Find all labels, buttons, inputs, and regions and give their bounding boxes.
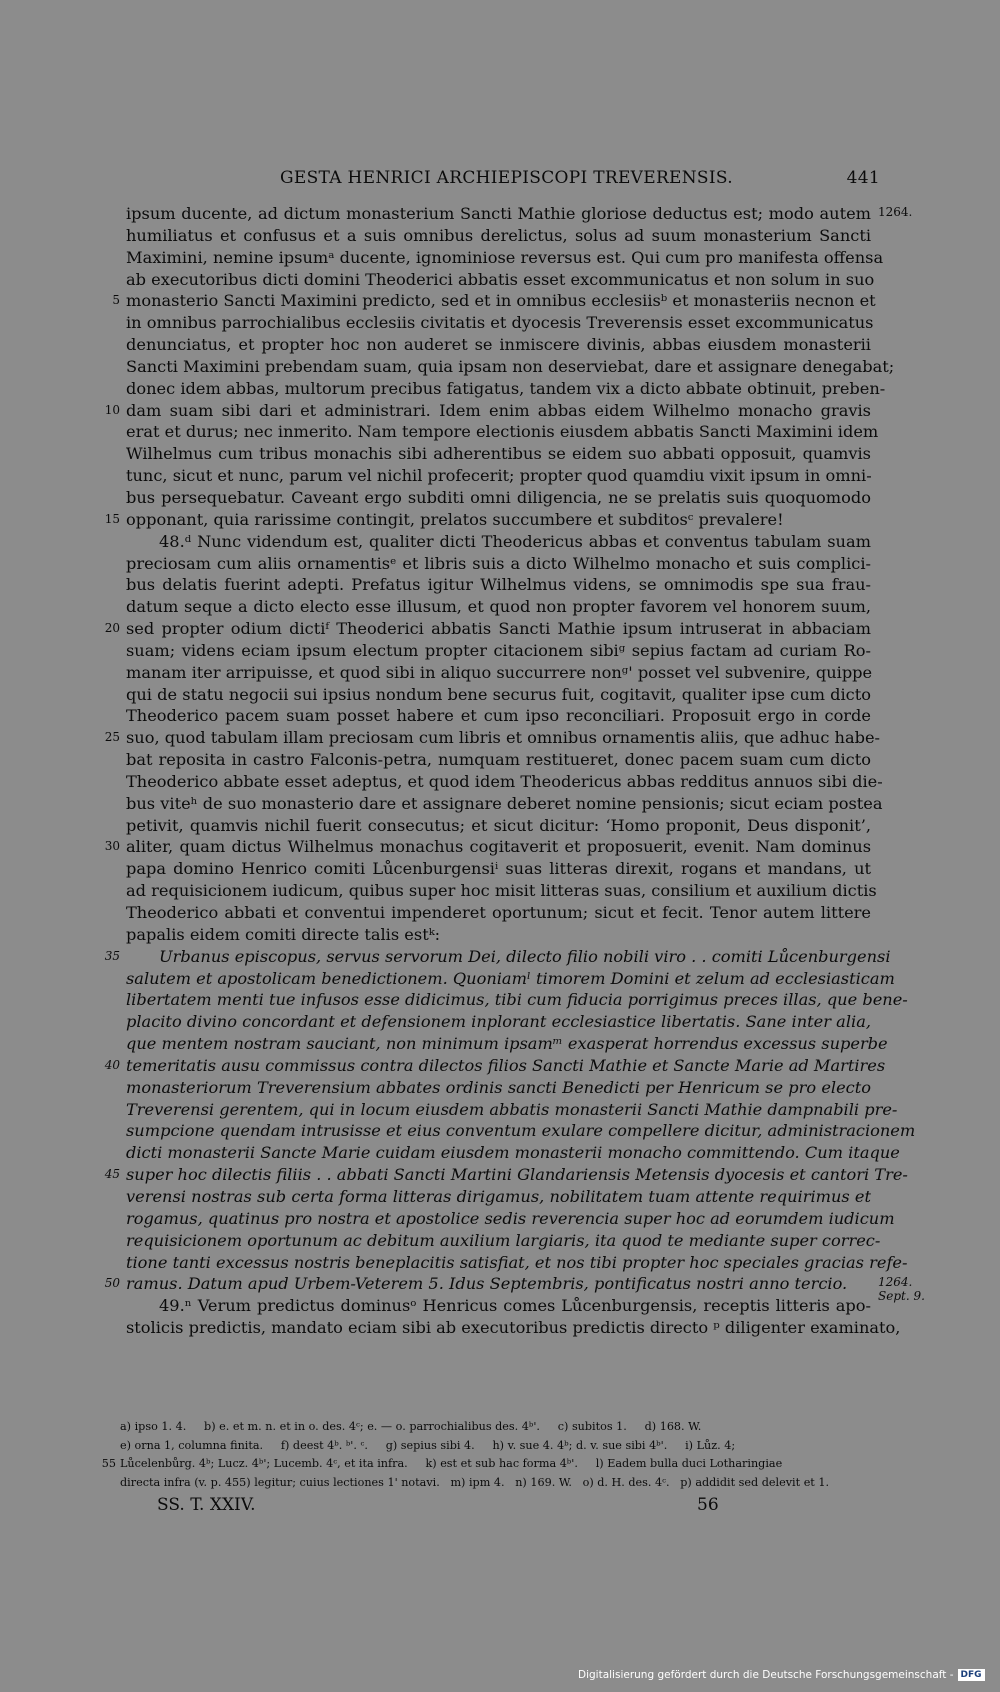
text-line	[126, 1077, 871, 1099]
line-text: bus delatis fuerint adepti. Prefatus igitur Wilhelmus videns, se omnimodis spe sua frau-	[126, 575, 871, 595]
line-text: aliter, quam dictus Wilhelmus monachus cogitaverit et proposuerit, evenit. Nam dominus	[126, 837, 871, 857]
text-line	[126, 531, 871, 553]
line-text: denunciatus, et propter hoc non auderet se inmiscere divinis, abbas eiusdem monasterii	[126, 335, 871, 355]
text-line	[126, 858, 871, 880]
digitization-credit	[578, 1669, 985, 1681]
margin-date: 1264. Sept. 9.	[878, 1275, 925, 1304]
line-text: tunc, sicut et nunc, parum vel nichil profecerit; propter quod quamdiu vixit ipsum in omni-	[126, 466, 872, 486]
text-line	[126, 640, 871, 662]
line-text: bus persequebatur. Caveant ergo subditi omni diligencia, ne se prelatis suis quoquomodo	[126, 487, 871, 507]
line-text: erat et durus; nec inmerito. Nam tempore electionis eiusdem abbatis Sancti Maximini idem	[126, 422, 879, 442]
line-text: sumpcione quendam intrusisse et eius conventum exulare compellere dicitur, administracionem	[126, 1121, 916, 1141]
footnote-text: directa infra (v. p. 455) legitur; cuius lectiones 1' notavi. m) ipm 4. n) 169. W. o) d. H. des. 4ᶜ. p) addidit sed delevit et 1.	[120, 1475, 830, 1489]
text-line	[126, 989, 908, 1011]
footnote-text: a) ipso 1. 4. b) e. et m. n. et in o. des. 4ᶜ; e. — o. parrochialibus des. 4ᵇ'. c) subitos 1. d) 168. W.	[120, 1420, 702, 1433]
text-line	[104, 946, 891, 968]
line-text: papalis eidem comiti directe talis estᵏ:	[126, 924, 441, 944]
credit-text: Digitalisierung gefördert durch die Deutsche Forschungsgemeinschaft -	[578, 1669, 954, 1681]
text-line	[104, 400, 871, 422]
text-line	[126, 749, 871, 771]
text-line	[126, 269, 875, 291]
margin-date: 1264.	[878, 205, 913, 219]
line-text: papa domino Henrico comiti Lůcenburgensiⁱ suas litteras direxit, rogans et mandans, ut	[126, 859, 871, 879]
line-text: bus viteʰ de suo monasterio dare et assignare deberet nomine pensionis; sicut eciam postea	[126, 793, 883, 813]
line-text: donec idem abbas, multorum precibus fatigatus, tandem vix a dicto abbate obtinuit, preben-	[126, 378, 886, 398]
line-text: que mentem nostram sauciant, non minimum ipsamᵐ exasperat horrendus excessus superbe	[126, 1034, 888, 1054]
line-number: 50	[104, 1276, 120, 1291]
footnote-text: e) orna 1, columna finita. f) deest 4ᵇ. ᵇ'. ᶜ. g) sepius sibi 4. h) v. sue 4. 4ᵇ; d. v. sue sibi 4ᵇ'. i) Lůz. 4;	[120, 1438, 736, 1452]
text-line	[126, 465, 871, 487]
text-line	[126, 574, 871, 596]
text-line	[126, 815, 871, 837]
text-line	[126, 378, 886, 400]
line-text: Theoderico pacem suam posset habere et cum ipso reconciliari. Proposuit ergo in corde	[126, 706, 871, 726]
text-line	[126, 1142, 900, 1164]
line-text: Maximini, nemine ipsumᵃ ducente, ignominiose reversus est. Qui cum pro manifesta offensa	[126, 247, 884, 267]
line-number: 20	[104, 621, 120, 636]
line-number: 10	[104, 402, 120, 417]
line-text: tione tanti excessus nostris beneplacitis satisfiat, et nos tibi propter hoc speciales gracias refe-	[126, 1252, 908, 1272]
line-text: suam; videns eciam ipsum electum propter citacionem sibiᵍ sepius factam ad curiam Ro-	[126, 640, 871, 660]
text-line	[104, 509, 871, 531]
dfg-logo: DFG	[958, 1669, 985, 1681]
text-line	[126, 968, 895, 990]
text-line	[126, 596, 871, 618]
text-line	[126, 1099, 898, 1121]
line-text: ad requisicionem iudicum, quibus super hoc misit litteras suas, consilium et auxilium dictis	[126, 881, 877, 901]
text-line	[104, 1273, 925, 1304]
line-number: 25	[104, 730, 120, 745]
line-number: 30	[104, 839, 120, 854]
line-number: 15	[104, 511, 120, 526]
text-line	[126, 880, 877, 902]
line-text: suo, quod tabulam illam preciosam cum libris et omnibus ornamentis aliis, que adhuc habe-	[126, 728, 881, 748]
line-text: datum seque a dicto electo esse illusum, et quod non propter favorem vel honorem suum,	[126, 597, 871, 617]
text-line	[126, 225, 871, 247]
text-line	[126, 1295, 871, 1317]
line-text: temeritatis ausu commissus contra dilectos filios Sancti Mathie et Sancte Marie ad Martires	[126, 1055, 886, 1075]
footnote-line	[120, 1437, 872, 1456]
line-text: monasteriorum Treverensium abbates ordinis sancti Benedicti per Henricum se pro electo	[126, 1077, 871, 1097]
footnote-line	[120, 1474, 872, 1493]
text-line	[126, 1252, 908, 1274]
line-text: manam iter arripuisse, et quod sibi in aliquo succurrere nonᵍ' posset vel subvenire, quippe	[126, 662, 873, 682]
line-number: 55	[101, 1457, 116, 1470]
line-text: 49.ⁿ Verum predictus dominusᵒ Henricus comes Lůcenburgensis, receptis litteris apo-	[159, 1296, 871, 1316]
line-text: super hoc dilectis filiis . . abbati Sancti Martini Glandariensis Metensis dyocesis et cantori Tre-	[126, 1165, 908, 1185]
text-line	[126, 421, 879, 443]
text-line	[126, 356, 895, 378]
text-line	[126, 443, 871, 465]
text-line	[126, 1230, 881, 1252]
text-line	[104, 618, 871, 640]
running-title: GESTA HENRICI ARCHIEPISCOPI TREVERENSIS.	[280, 168, 733, 188]
footnote-text: Lůcelenbůrg. 4ᵇ; Lucz. 4ᵇ'; Lucemb. 4ᶜ, et ita infra. k) est et sub hac forma 4ᵇ'. l) Eadem bulla duci Lotharingiae	[120, 1457, 783, 1470]
line-text: requisicionem oportunum ac debitum auxilium largiaris, ita quod te mediante super correc-	[126, 1230, 881, 1250]
text-line	[126, 203, 913, 225]
text-line	[104, 727, 881, 749]
line-text: ramus. Datum apud Urbem-Veterem 5. Idus Septembris, pontificatus nostri anno tercio.	[126, 1274, 848, 1294]
line-text: Urbanus episcopus, servus servorum Dei, dilecto filio nobili viro . . comiti Lůcenburgensi	[159, 946, 891, 966]
sheet-signature: 56	[697, 1495, 719, 1515]
text-line	[126, 1011, 871, 1033]
line-text: preciosam cum aliis ornamentisᵉ et libris suis a dicto Wilhelmo monacho et suis complici-	[126, 553, 871, 573]
line-number: 40	[104, 1057, 120, 1072]
line-text: opponant, quia rarissime contingit, prelatos succumbere et subditosᶜ prevalere!	[126, 509, 784, 529]
line-text: rogamus, quatinus pro nostra et apostolice sedis reverencia super hoc ad eorumdem iudicum	[126, 1208, 895, 1228]
text-line	[104, 1055, 886, 1077]
text-line	[126, 1120, 916, 1142]
line-text: verensi nostras sub certa forma litteras dirigamus, nobilitatem tuam attente requirimus et	[126, 1186, 871, 1206]
text-line	[126, 487, 871, 509]
line-text: ipsum ducente, ad dictum monasterium Sancti Mathie gloriose deductus est; modo autem	[126, 204, 871, 223]
line-text: stolicis predictis, mandato eciam sibi ab executoribus predictis directo ᵖ diligenter examinato,	[126, 1318, 901, 1338]
line-text: bat reposita in castro Falconis-petra, numquam restitueret, donec pacem suam cum dicto	[126, 750, 871, 770]
footnote-line	[120, 1418, 872, 1437]
text-line	[126, 334, 871, 356]
footnote-line	[101, 1455, 872, 1474]
line-text: Wilhelmus cum tribus monachis sibi adherentibus se eidem suo abbati opposuit, quamvis	[126, 444, 871, 464]
text-line	[126, 924, 871, 946]
text-line	[104, 1164, 908, 1186]
line-text: dam suam sibi dari et administrari. Idem enim abbas eidem Wilhelmo monacho gravis	[126, 400, 871, 420]
text-line	[126, 771, 883, 793]
page-number: 441	[846, 168, 880, 188]
text-line	[126, 705, 871, 727]
line-number: 35	[104, 948, 120, 963]
line-text: Theoderico abbate esset adeptus, et quod idem Theodericus abbas redditus annuos sibi die-	[126, 771, 883, 791]
line-text: placito divino concordant et defensionem inplorant ecclesiastice libertatis. Sane inter alia,	[126, 1012, 871, 1032]
text-line	[126, 553, 871, 575]
line-text: monasterio Sancti Maximini predicto, sed et in omnibus ecclesiisᵇ et monasteriis necnon et	[126, 291, 876, 311]
text-line	[104, 836, 871, 858]
line-text: Sancti Maximini prebendam suam, quia ipsam non deserviebat, dare et assignare denegabat;	[126, 356, 895, 376]
line-text: dicti monasterii Sancte Marie cuidam eiusdem monasterii monacho committendo. Cum itaque	[126, 1143, 900, 1163]
text-line	[126, 684, 871, 706]
text-line	[126, 247, 884, 269]
text-line	[126, 1208, 895, 1230]
volume-signature: SS. T. XXIV.	[157, 1495, 256, 1515]
text-line	[126, 1186, 871, 1208]
main-text	[104, 203, 925, 1339]
text-line	[126, 312, 874, 334]
line-text: ab executoribus dicti domini Theoderici abbatis esset excommunicatus et non solum in suo	[126, 269, 875, 289]
text-line	[126, 1033, 888, 1055]
line-text: Treverensi gerentem, qui in locum eiusdem abbatis monasterii Sancti Mathie dampnabili pre-	[126, 1099, 898, 1119]
text-line	[112, 290, 876, 312]
text-line	[126, 1317, 901, 1339]
line-text: qui de statu negocii sui ipsius nondum bene securus fuit, cogitavit, qualiter ipse cum dicto	[126, 684, 871, 704]
line-text: Theoderico abbati et conventui impenderet oportunum; sicut et fecit. Tenor autem littere	[126, 903, 871, 922]
text-line	[126, 662, 871, 684]
footnotes	[101, 1418, 872, 1492]
line-text: salutem et apostolicam benedictionem. Quoniamˡ timorem Domini et zelum ad ecclesiasticam	[126, 968, 895, 988]
line-text: libertatem menti tue infusos esse didicimus, tibi cum fiducia porrigimus preces illas, que bene-	[126, 990, 908, 1010]
line-text: in omnibus parrochialibus ecclesiis civitatis et dyocesis Treverensis esset excommunicatus	[126, 313, 874, 333]
line-text: petivit, quamvis nichil fuerit consecutus; et sicut dicitur: ‘Homo proponit, Deus disponit’,	[126, 815, 871, 835]
line-number: 5	[112, 293, 120, 308]
text-line	[126, 902, 871, 924]
line-text: 48.ᵈ Nunc videndum est, qualiter dicti Theodericus abbas et conventus tabulam suam	[159, 531, 871, 551]
line-number: 45	[104, 1167, 120, 1182]
text-line	[126, 793, 883, 815]
line-text: humiliatus et confusus et a suis omnibus derelictus, solus ad suum monasterium Sancti	[126, 225, 871, 245]
line-text: sed propter odium dictiᶠ Theoderici abbatis Sancti Mathie ipsum intruserat in abbaciam	[126, 619, 871, 639]
